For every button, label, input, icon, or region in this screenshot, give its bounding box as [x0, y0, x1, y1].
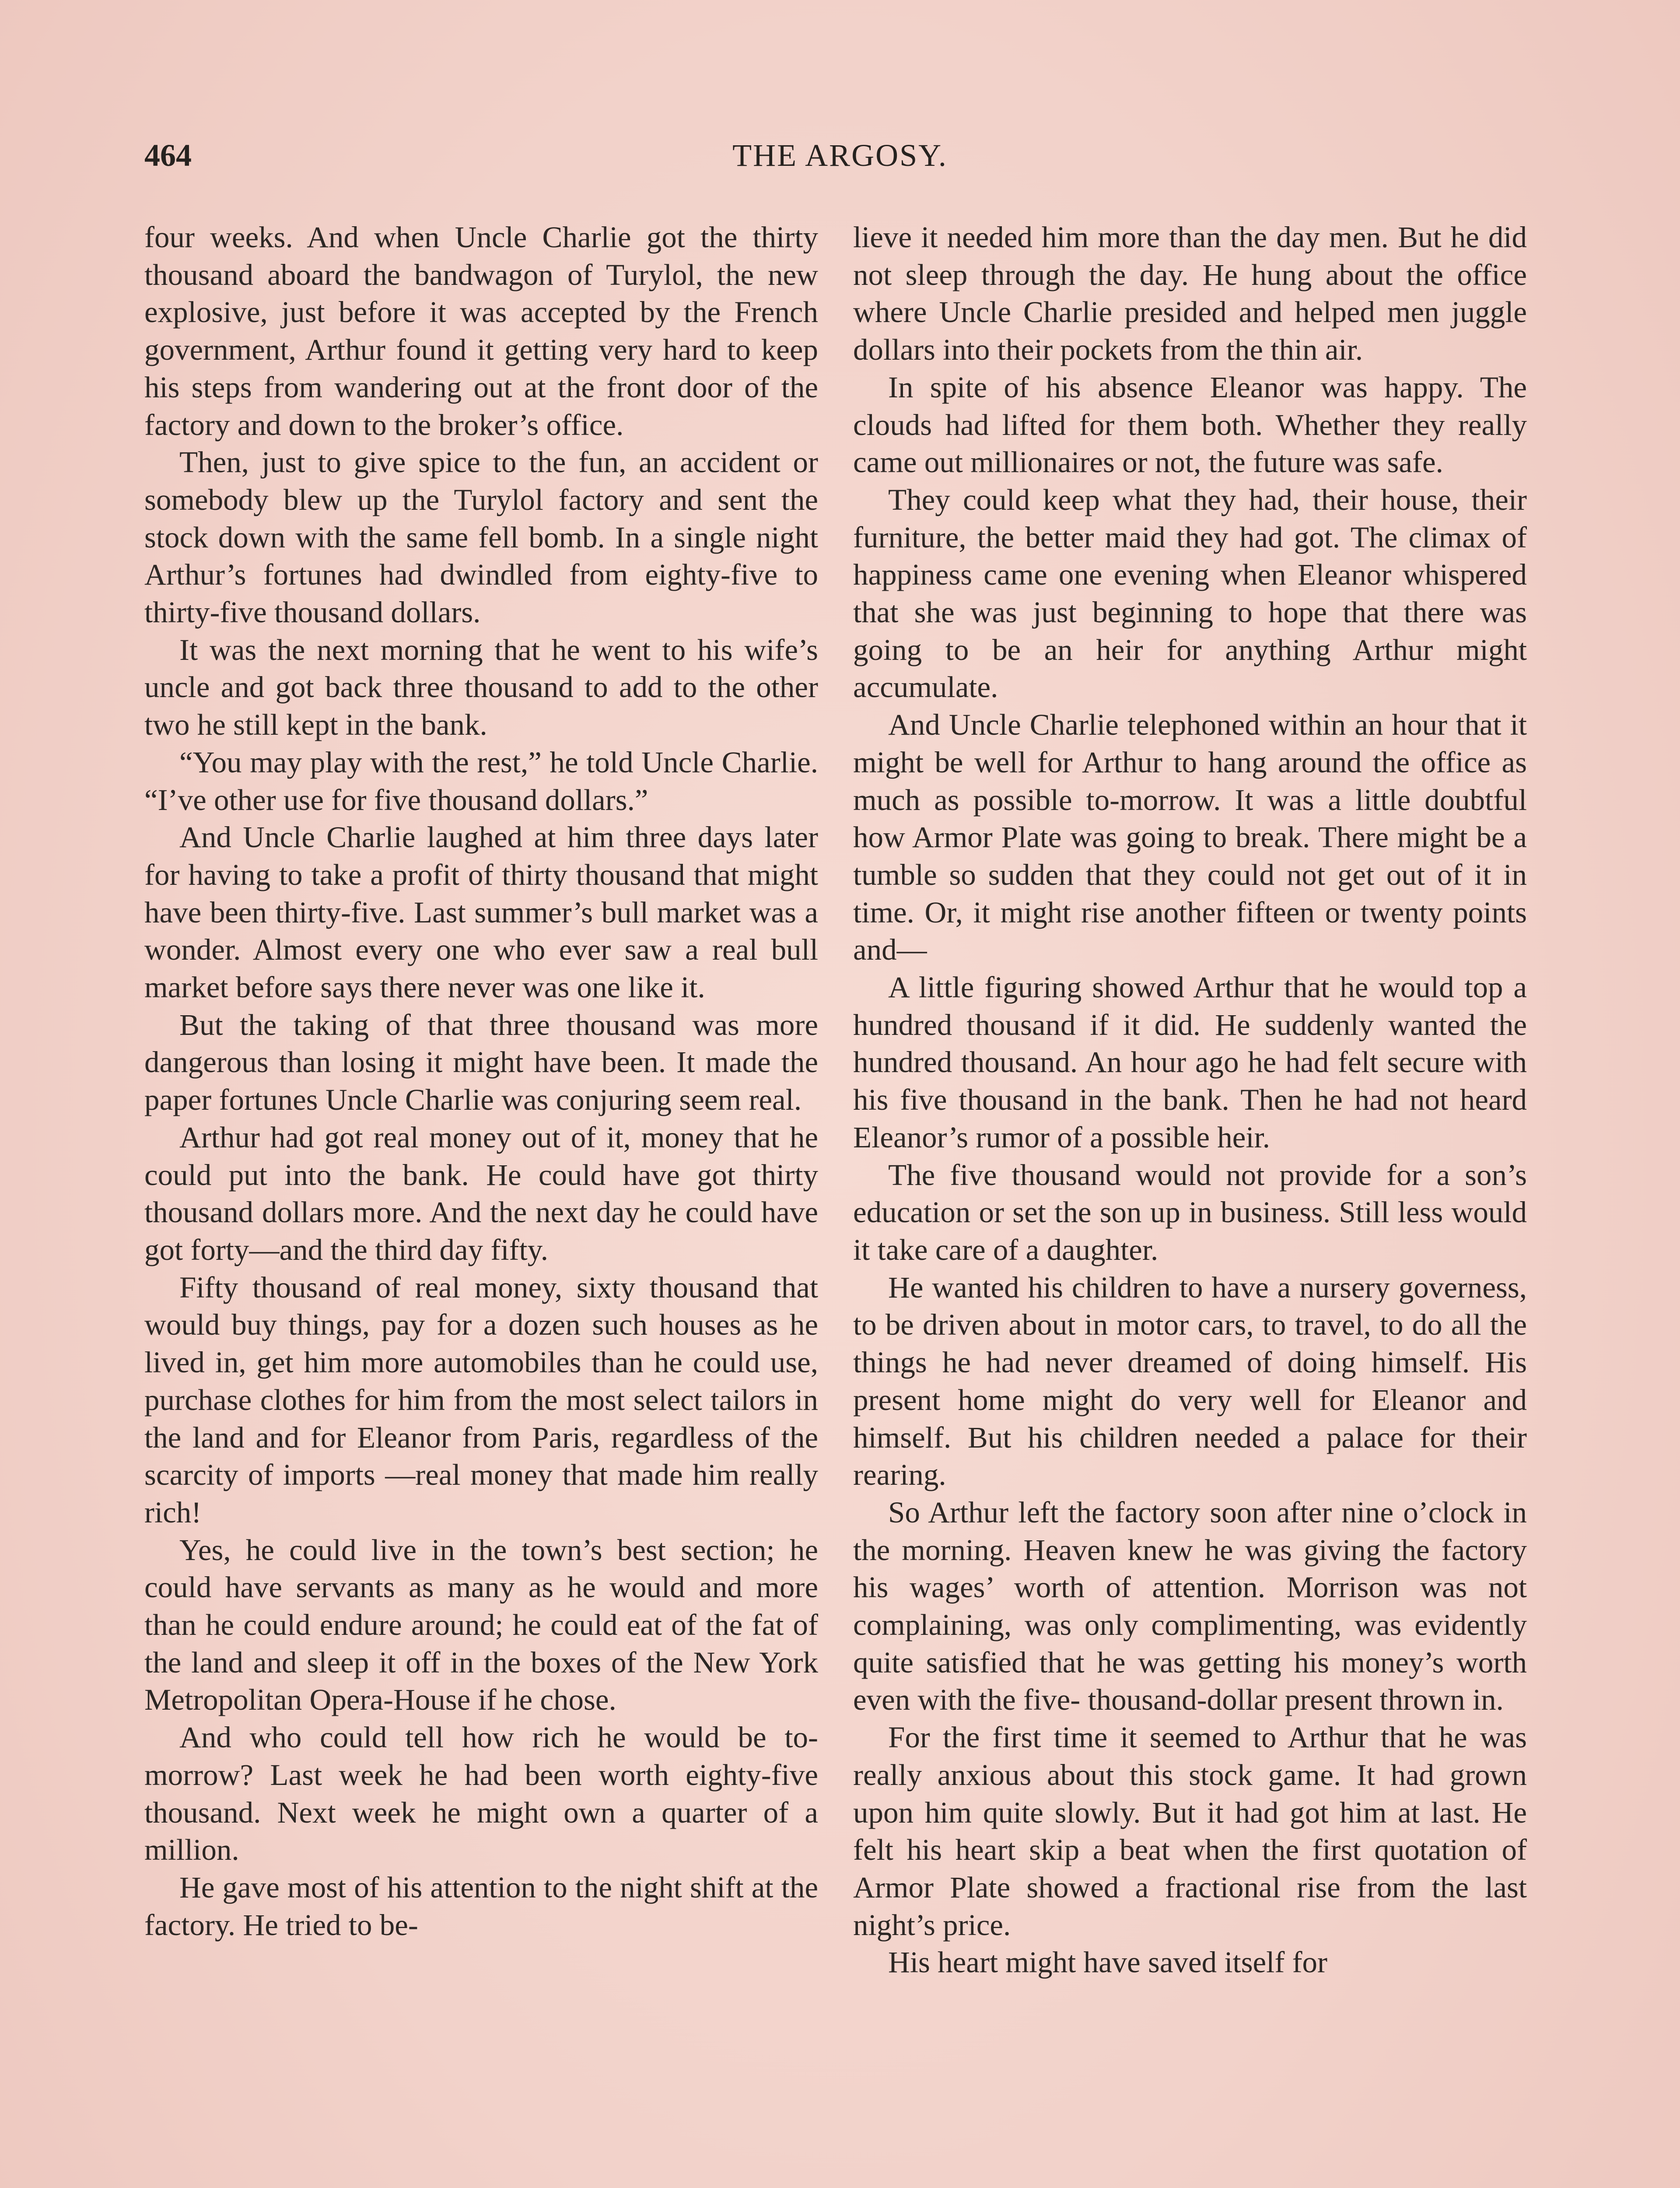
page-number: 464	[144, 138, 192, 173]
paragraph: Yes, he could live in the town’s best section; he could have servants as many as he would and more than he could endure around; he could eat of the fat of the land and sleep it off in the boxes of the New York Metropolitan Opera-House if he chose.	[144, 1533, 818, 1717]
paragraph: Then, just to give spice to the fun, an accident or somebody blew up the Turylol factory and sent the stock down with the same fell bomb. In a single night Arthur’s fortunes had dwindled from eighty-five to thirty-five thousand dollars.	[144, 445, 818, 629]
paragraph: And Uncle Charlie laughed at him three days later for having to take a profit of thirty thousand that might have been thirty-five. Last summer’s bull market was a wonder. Almost every one who ever saw a real bull market before says there never was one like it.	[144, 820, 818, 1004]
page-header	[144, 131, 1536, 179]
paragraph: A little figuring showed Arthur that he would top a hundred thousand if it did. He suddenly wanted the hundred thousand. An hour ago he had felt secure with his five thousand in the bank. Then he had not heard Eleanor’s rumor of a possible heir.	[853, 971, 1527, 1154]
running-head: THE ARGOSY.	[732, 138, 948, 173]
paragraph: The five thousand would not provide for a son’s education or set the son up in business. Still less would it take care of a daughter.	[853, 1158, 1527, 1266]
paragraph: And Uncle Charlie telephoned within an hour that it might be well for Arthur to hang around the office as much as possible to-morrow. It was a little doubtful how Armor Plate was going to break. There might be a tumble so sudden that they could not get out of it in time. Or, it might rise another fifteen or twenty points and—	[853, 708, 1527, 967]
paragraph: In spite of his absence Eleanor was happy. The clouds had lifted for them both. Whether they really came out millionaires or not, the future was safe.	[853, 370, 1527, 479]
paragraph: lieve it needed him more than the day men. But he did not sleep through the day. He hung about the office where Uncle Charlie presided and helped men juggle dollars into their pockets from the thin air.	[853, 221, 1527, 367]
paragraph: He gave most of his attention to the night shift at the factory. He tried to be-	[144, 1870, 818, 1942]
paragraph: And who could tell how rich he would be to-morrow? Last week he had been worth eighty-five thousand. Next week he might own a quarter of a million.	[144, 1721, 818, 1867]
paragraph: Fifty thousand of real money, sixty thousand that would buy things, pay for a dozen such houses as he lived in, get him more automobiles than he could use, purchase clothes for him from the most select tailors in the land and for Eleanor from Paris, regardless of the scarcity of imports —real money that made him really rich!	[144, 1270, 818, 1529]
paragraph: His heart might have saved itself for	[888, 1946, 1328, 1979]
paragraph: four weeks. And when Uncle Charlie got the thirty thousand aboard the bandwagon of Turylol, the new explosive, just before it was accepted by the French government, Arthur found it getting very hard to keep his steps from wandering out at the front door of the factory and down to the broker’s office.	[144, 221, 818, 442]
paragraph: But the taking of that three thousand was more dangerous than losing it might have been. It made the paper fortunes Uncle Charlie was conjuring seem real.	[144, 1008, 818, 1117]
paragraph: Arthur had got real money out of it, money that he could put into the bank. He could have got thirty thousand dollars more. And the next day he could have got forty—and the third day fifty.	[144, 1120, 818, 1266]
paragraph: It was the next morning that he went to his wife’s uncle and got back three thousand to add to the other two he still kept in the bank.	[144, 633, 818, 742]
left-column	[144, 219, 818, 1944]
paragraph: So Arthur left the factory soon after nine o’clock in the morning. Heaven knew he was giving the factory his wages’ worth of attention. Morrison was not complaining, was only complimenting, was evidently quite satisfied that he was getting his money’s worth even with the five- thousand-dollar present thrown in.	[853, 1495, 1527, 1717]
paragraph: They could keep what they had, their house, their furniture, the better maid they had got. The climax of happiness came one evening when Eleanor whispered that she was just beginning to hope that there was going to be an heir for anything Arthur might accumulate.	[853, 483, 1527, 704]
paragraph: For the first time it seemed to Arthur that he was really anxious about this stock game. It had grown upon him quite slowly. But it had got him at last. He felt his heart skip a beat when the first quotation of Armor Plate showed a fractional rise from the last night’s price.	[853, 1721, 1527, 1942]
right-column	[853, 219, 1527, 1981]
paragraph: “You may play with the rest,” he told Uncle Charlie. “I’ve other use for five thousand dollars.”	[144, 745, 818, 817]
paragraph: He wanted his children to have a nursery governess, to be driven about in motor cars, to travel, to do all the things he had never dreamed of doing himself. His present home might do very well for Eleanor and himself. But his children needed a palace for their rearing.	[853, 1270, 1527, 1492]
